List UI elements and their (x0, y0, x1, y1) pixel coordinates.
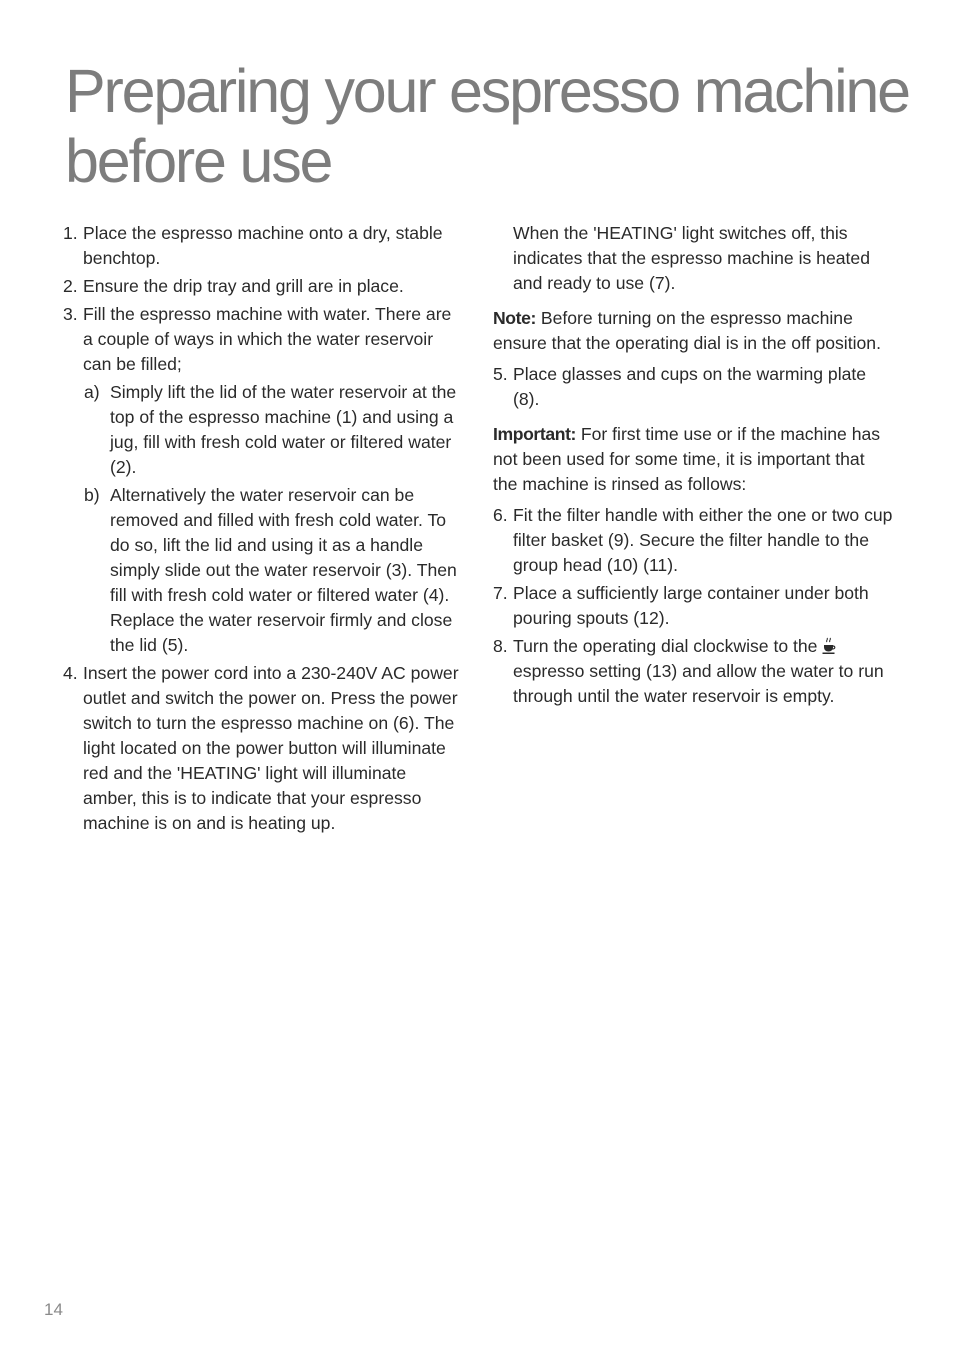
list-letter: a) (84, 382, 100, 402)
espresso-cup-icon (822, 637, 836, 655)
list-text: Fill the espresso machine with water. There are a couple of ways in which the water reservoir can be filled; (83, 304, 452, 374)
important-paragraph (493, 422, 893, 497)
list-number: 3. (63, 304, 78, 324)
list-number: 1. (63, 223, 78, 243)
list-text: Alternatively the water reservoir can be removed and filled with fresh cold water. To do so, lift the lid and using it as a handle simply slide out the water reservoir (3). Then fill with fresh cold water or filtered water (4). Replace the water reservoir firmly and close the lid (5). (110, 485, 457, 655)
left-column (63, 221, 463, 839)
list-item-3 (63, 302, 463, 377)
note-text: Before turning on the espresso machine ensure that the operating dial is in the off position. (493, 308, 881, 353)
list-item-6 (493, 503, 893, 578)
page-title: Preparing your espresso machine before use (65, 57, 909, 195)
important-label: Important: (493, 424, 576, 444)
list-item-8 (493, 634, 893, 709)
important-text: For first time use or if the machine has not been used for some time, it is important that the machine is rinsed as follows: (493, 424, 881, 494)
page-number: 14 (44, 1300, 63, 1319)
list-letter: b) (84, 485, 100, 505)
list-number: 5. (493, 364, 508, 384)
list-number: 4. (63, 663, 78, 683)
note-label: Note: (493, 308, 536, 328)
list-number: 7. (493, 583, 508, 603)
list-text: Place the espresso machine onto a dry, stable benchtop. (83, 223, 443, 268)
list-item-5 (493, 362, 893, 412)
list-number: 2. (63, 276, 78, 296)
list-text: Place a sufficiently large container under both pouring spouts (12). (513, 583, 869, 628)
list-text: Simply lift the lid of the water reservoir at the top of the espresso machine (1) and using a jug, fill with fresh cold water or filtered water (2). (110, 382, 457, 477)
list-text: Ensure the drip tray and grill are in place. (83, 276, 404, 296)
list-item-2 (63, 274, 463, 299)
list-item-1 (63, 221, 463, 271)
list-subitem-3b (63, 483, 463, 658)
list-number: 6. (493, 505, 508, 525)
note-paragraph (493, 306, 893, 356)
list-text: Insert the power cord into a 230-240V AC power outlet and switch the power on. Press the power switch to turn the espresso machine on (6). The light located on the power button will illuminate red and the 'HEATING' light will illuminate amber, this is to indicate that your espresso machine is on and is heating up. (83, 663, 459, 833)
list-text: Fit the filter handle with either the one or two cup filter basket (9). Secure the filter handle to the group head (10) (11). (513, 505, 893, 575)
list-item-7 (493, 581, 893, 631)
right-column (493, 221, 893, 712)
list-text-after-icon: espresso setting (13) and allow the water to run through until the water reservoir is empty. (513, 661, 884, 706)
list-number: 8. (493, 636, 508, 656)
list-subitem-3a (63, 380, 463, 480)
list-item-4-continued: When the 'HEATING' light switches off, this indicates that the espresso machine is heated and ready to use (7). (513, 223, 870, 293)
list-text: Place glasses and cups on the warming plate (8). (513, 364, 867, 409)
list-item-4 (63, 661, 463, 836)
list-text-before-icon: Turn the operating dial clockwise to the (513, 636, 818, 656)
